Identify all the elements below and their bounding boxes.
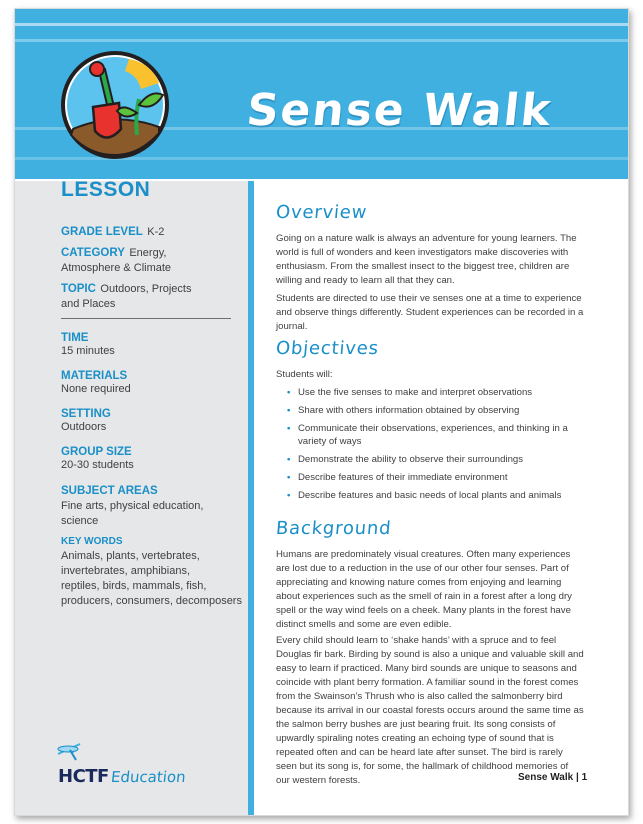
objectives-intro: Students will: bbox=[276, 369, 333, 380]
list-item: • Demonstrate the ability to observe their surroundings bbox=[287, 454, 524, 465]
objectives-heading: Objectives bbox=[275, 338, 380, 359]
key-words bbox=[61, 536, 243, 609]
topic bbox=[61, 279, 243, 312]
overview-paragraph: Students are directed to use their ve senses one at a time to experience and observe things differently. Student experiences can be recorded in a journal. bbox=[276, 293, 584, 332]
materials-label: MATERIALS bbox=[61, 370, 128, 382]
group-size-label: GROUP SIZE bbox=[61, 446, 132, 458]
category-value: Energy, bbox=[129, 247, 167, 259]
setting-label: SETTING bbox=[61, 408, 111, 420]
background-paragraph: Every child should learn to ‘shake hands’ with a spruce and to feel Douglas fir bark. Birding by sound is also a unique and valuable skill and easy to learn if practiced. Many bird sounds are unique to seasons and coincide with plant berry formation. A familiar sound in the forest comes from the Swainson’s Thrush who is also called the salmonberry bird because its arrival in our coastal forests occurs around the same time as the salmon berry bushes are just bearing fruit. Its song consists of upwardly spiraling notes creating an echoing type of sound that is repeated often and can be heard late after sunset. The bird is rarely seen but its song is, for some, the hallmark of childhood memories of our western forests. bbox=[276, 635, 584, 786]
key-words-line: Animals, plants, vertebrates, bbox=[61, 550, 200, 562]
background-paragraph: Humans are predominately visual creatures. Often many experiences are lost due to a reduction in the use of our other four senses. Part of appreciating and knowing nature comes from enjoying and learning about experiences such as the smell of rain in a forest after a long dry spell or the way wind feels on a cheek. Many plants in the forest have distinct smells and some are even edible. bbox=[276, 549, 572, 630]
key-words-line: reptiles, birds, mammals, fish, bbox=[61, 580, 207, 592]
grade-level-value: K-2 bbox=[147, 226, 165, 238]
time-value: 15 minutes bbox=[61, 345, 115, 357]
page-title: Sense Walk bbox=[244, 85, 555, 136]
list-item: • Describe features of their immediate environment bbox=[287, 472, 508, 483]
materials-value: None required bbox=[61, 383, 131, 395]
grade-level bbox=[61, 222, 243, 240]
list-item: • Share with others information obtained by observing bbox=[287, 405, 520, 416]
key-words-line: invertebrates, amphibians, bbox=[61, 565, 191, 577]
category-value-line2: Atmosphere & Climate bbox=[61, 262, 172, 274]
subject-areas-label: SUBJECT AREAS bbox=[61, 485, 158, 497]
subject-areas-value-line2: science bbox=[61, 515, 99, 527]
header-stripe bbox=[15, 39, 628, 42]
sidebar-divider bbox=[248, 181, 254, 815]
grade-level-label: GRADE LEVEL bbox=[61, 226, 143, 238]
list-item: • Describe features and basic needs of local plants and animals bbox=[287, 490, 562, 501]
overview-paragraph: Going on a nature walk is always an adventure for young learners. The world is full of wonders and keen investigators make discoveries with enthusiasm. From the smallest insect to the biggest tree, children are willing and ready to learn all that they can. bbox=[276, 233, 577, 286]
overview-heading: Overview bbox=[275, 202, 369, 223]
objectives-list bbox=[276, 386, 576, 507]
time-label: TIME bbox=[61, 332, 89, 344]
subject-areas-value: Fine arts, physical education, bbox=[61, 500, 204, 512]
topic-label: TOPIC bbox=[61, 283, 96, 295]
sidebar-divider-rule bbox=[61, 318, 231, 319]
key-words-line: producers, consumers, decomposers bbox=[61, 595, 242, 607]
list-item: • Communicate their observations, experiences, and thinking in a variety of ways bbox=[287, 423, 568, 447]
key-words-label: KEY WORDS bbox=[61, 536, 123, 547]
group-size-value: 20-30 students bbox=[61, 459, 134, 471]
subject-areas bbox=[61, 485, 243, 529]
background-heading: Background bbox=[275, 518, 393, 539]
setting bbox=[61, 408, 243, 435]
garden-trowel-logo-icon bbox=[59, 49, 171, 161]
list-item: • Use the five senses to make and interpret observations bbox=[287, 387, 533, 398]
header-stripe bbox=[15, 23, 628, 26]
page-number: Sense Walk | 1 bbox=[518, 772, 588, 783]
category bbox=[61, 243, 243, 276]
hctf-logo-text: HCTF bbox=[58, 766, 109, 787]
sidebar-lesson-heading: LESSON bbox=[61, 178, 151, 201]
education-logo-text: Education bbox=[110, 768, 187, 786]
category-label: CATEGORY bbox=[61, 247, 125, 259]
topic-value-line2: and Places bbox=[61, 298, 116, 310]
group-size bbox=[61, 446, 243, 473]
materials bbox=[61, 370, 243, 397]
setting-value: Outdoors bbox=[61, 421, 107, 433]
time bbox=[61, 332, 243, 359]
topic-value: Outdoors, Projects bbox=[100, 283, 192, 295]
